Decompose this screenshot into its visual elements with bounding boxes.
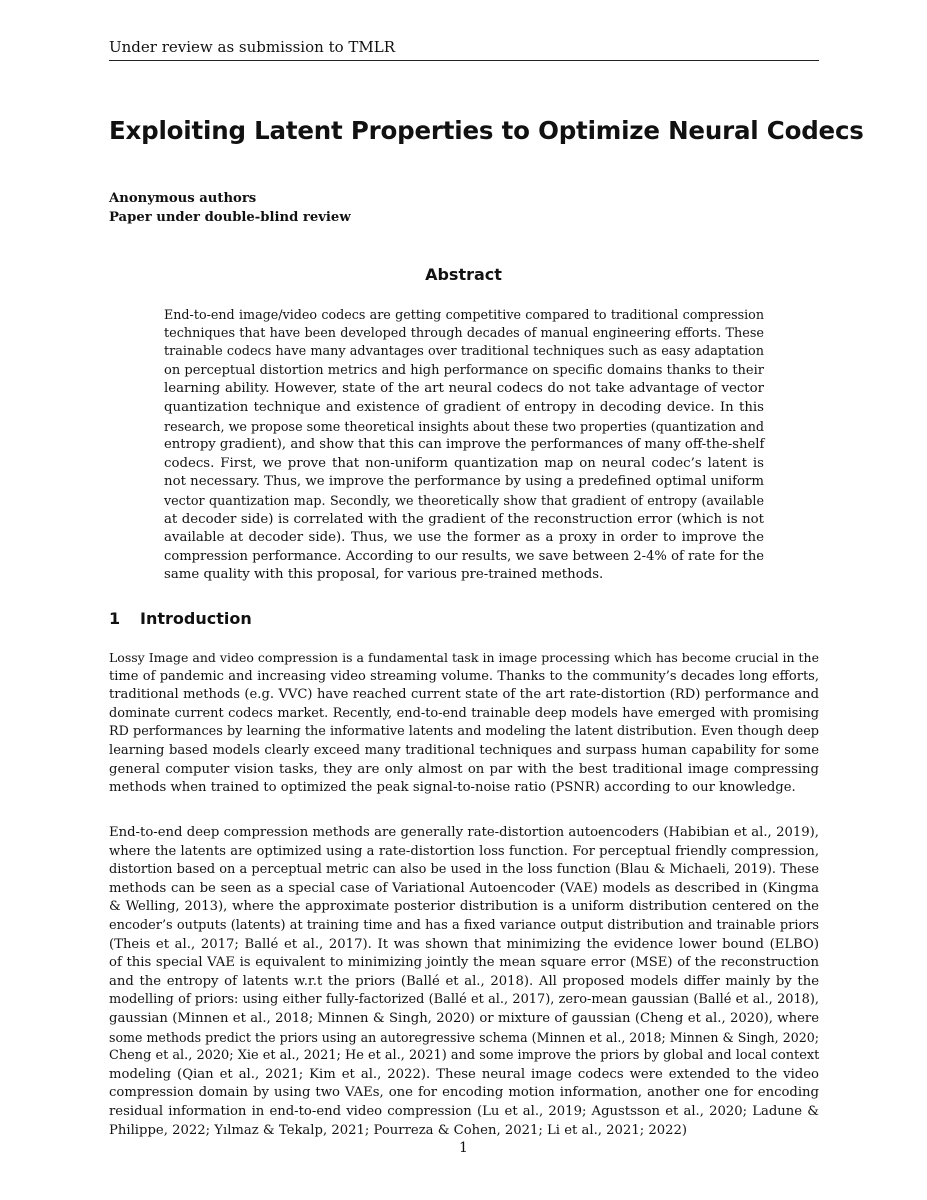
- paragraph-line: Lossy Image and video compression is a fundamental task in image processing which has become crucial in the: [109, 650, 819, 665]
- paragraph-line: time of pandemic and increasing video streaming volume. Thanks to the community’s decades long efforts,: [109, 668, 819, 684]
- paragraph-line: Philippe, 2022; Yılmaz & Tekalp, 2021; Pourreza & Cohen, 2021; Li et al., 2021; 2022): [109, 1122, 688, 1138]
- abstract-line: trainable codecs have many advantages over traditional techniques such as easy adaptation: [164, 344, 764, 360]
- paragraph-line: gaussian (Minnen et al., 2018; Minnen & Singh, 2020) or mixture of gaussian (Cheng et al., 2020), where: [109, 1010, 819, 1026]
- abstract-line: available at decoder side). Thus, we use the former as a proxy in order to improve the: [164, 530, 764, 546]
- paragraph-line: general computer vision tasks, they are only almost on par with the best traditional image compressing: [109, 761, 819, 777]
- paragraph-line: methods when trained to optimized the peak signal-to-noise ratio (PSNR) according to our knowledge.: [109, 780, 796, 796]
- paragraph-line: of this special VAE is equivalent to minimizing jointly the mean square error (MSE) of the reconstruction: [109, 955, 819, 971]
- abstract-heading: Abstract: [425, 265, 502, 284]
- paragraph-line: (Theis et al., 2017; Ballé et al., 2017). It was shown that minimizing the evidence lower bound (ELBO): [109, 936, 819, 952]
- paragraph-line: methods can be seen as a special case of Variational Autoencoder (VAE) models as described in (Kingma: [109, 880, 819, 896]
- abstract-line: codecs. First, we prove that non-uniform quantization map on neural codec’s latent is: [164, 455, 764, 471]
- paper-title: Exploiting Latent Properties to Optimize Neural Codecs: [109, 116, 864, 145]
- abstract-body: [164, 306, 764, 585]
- abstract-line: entropy gradient), and show that this can improve the performances of many off-the-shelf: [164, 437, 765, 453]
- paragraph-line: distortion based on a perceptual metric can also be used in the loss function (Blau & Michaeli, 2019). These: [109, 862, 819, 878]
- paragraph-line: and the entropy of latents w.r.t the priors (Ballé et al., 2018). All proposed models differ mainly by the: [109, 973, 819, 989]
- paragraph-line: dominate current codecs market. Recently, end-to-end trainable deep models have emerged with promising: [109, 705, 819, 721]
- paragraph-line: RD performances by learning the informative latents and modeling the latent distribution. Even though deep: [109, 724, 819, 740]
- paragraph-line: learning based models clearly exceed many traditional techniques and surpass human capability for some: [109, 742, 819, 758]
- abstract-line: techniques that have been developed through decades of manual engineering efforts. These: [164, 325, 764, 341]
- page-number: 1: [459, 1140, 468, 1156]
- authors-block: [109, 190, 351, 227]
- abstract-line: compression performance. According to our results, we save between 2-4% of rate for the: [164, 548, 764, 564]
- header-rule: [109, 60, 819, 61]
- paragraph-line: where the latents are optimized using a rate-distortion loss function. For perceptual friendly compression,: [109, 843, 819, 859]
- abstract-line: on perceptual distortion metrics and high performance on specific domains thanks to their: [164, 362, 764, 378]
- paragraph-line: residual information in end-to-end video compression (Lu et al., 2019; Agustsson et al., 2020; Ladune &: [109, 1103, 819, 1119]
- paragraph-line: modeling (Qian et al., 2021; Kim et al., 2022). These neural image codecs were extended to the video: [109, 1066, 819, 1082]
- paragraph-line: Cheng et al., 2020; Xie et al., 2021; He et al., 2021) and some improve the priors by global and local context: [109, 1048, 820, 1064]
- abstract-line: End-to-end image/video codecs are getting competitive compared to traditional compression: [164, 307, 764, 322]
- paragraph-line: encoder’s outputs (latents) at training time and has a fixed variance output distribution and trainable priors: [109, 917, 819, 933]
- paragraph-line: compression domain by using two VAEs, one for encoding motion information, another one for encoding: [109, 1085, 819, 1101]
- paragraph-line: modelling of priors: using either fully-factorized (Ballé et al., 2017), zero-mean gaussian (Ballé et al., 2018),: [109, 992, 819, 1008]
- abstract-line: quantization technique and existence of gradient of entropy in decoding device. In this: [164, 399, 764, 415]
- abstract-line: research, we propose some theoretical insights about these two properties (quantization and: [164, 418, 765, 434]
- section-heading-introduction: [109, 609, 252, 628]
- abstract-line: not necessary. Thus, we improve the performance by using a predefined optimal uniform: [164, 474, 764, 490]
- paragraph-line: some methods predict the priors using an autoregressive schema (Minnen et al., 2018; Minnen & Singh, 2020;: [109, 1029, 819, 1045]
- intro-paragraph-1: [109, 649, 819, 798]
- intro-paragraph-2: [109, 824, 819, 1140]
- authors-line: Anonymous authors: [109, 191, 257, 206]
- section-title: Introduction: [140, 609, 252, 628]
- section-number: 1: [109, 609, 121, 628]
- paragraph-line: traditional methods (e.g. VVC) have reached current state of the art rate-distortion (RD) performance and: [109, 687, 819, 703]
- abstract-line: same quality with this proposal, for various pre-trained methods.: [164, 567, 604, 583]
- paragraph-line: End-to-end deep compression methods are generally rate-distortion autoencoders (Habibian et al., 2019),: [109, 825, 819, 840]
- abstract-line: at decoder side) is correlated with the gradient of the reconstruction error (which is not: [164, 511, 764, 527]
- review-note: Paper under double-blind review: [109, 209, 351, 225]
- abstract-line: learning ability. However, state of the art neural codecs do not take advantage of vector: [164, 381, 764, 397]
- abstract-line: vector quantization map. Secondly, we theoretically show that gradient of entropy (available: [164, 492, 764, 508]
- running-header: Under review as submission to TMLR: [109, 38, 396, 56]
- paragraph-line: & Welling, 2013), where the approximate posterior distribution is a uniform distribution centered on the: [109, 899, 819, 915]
